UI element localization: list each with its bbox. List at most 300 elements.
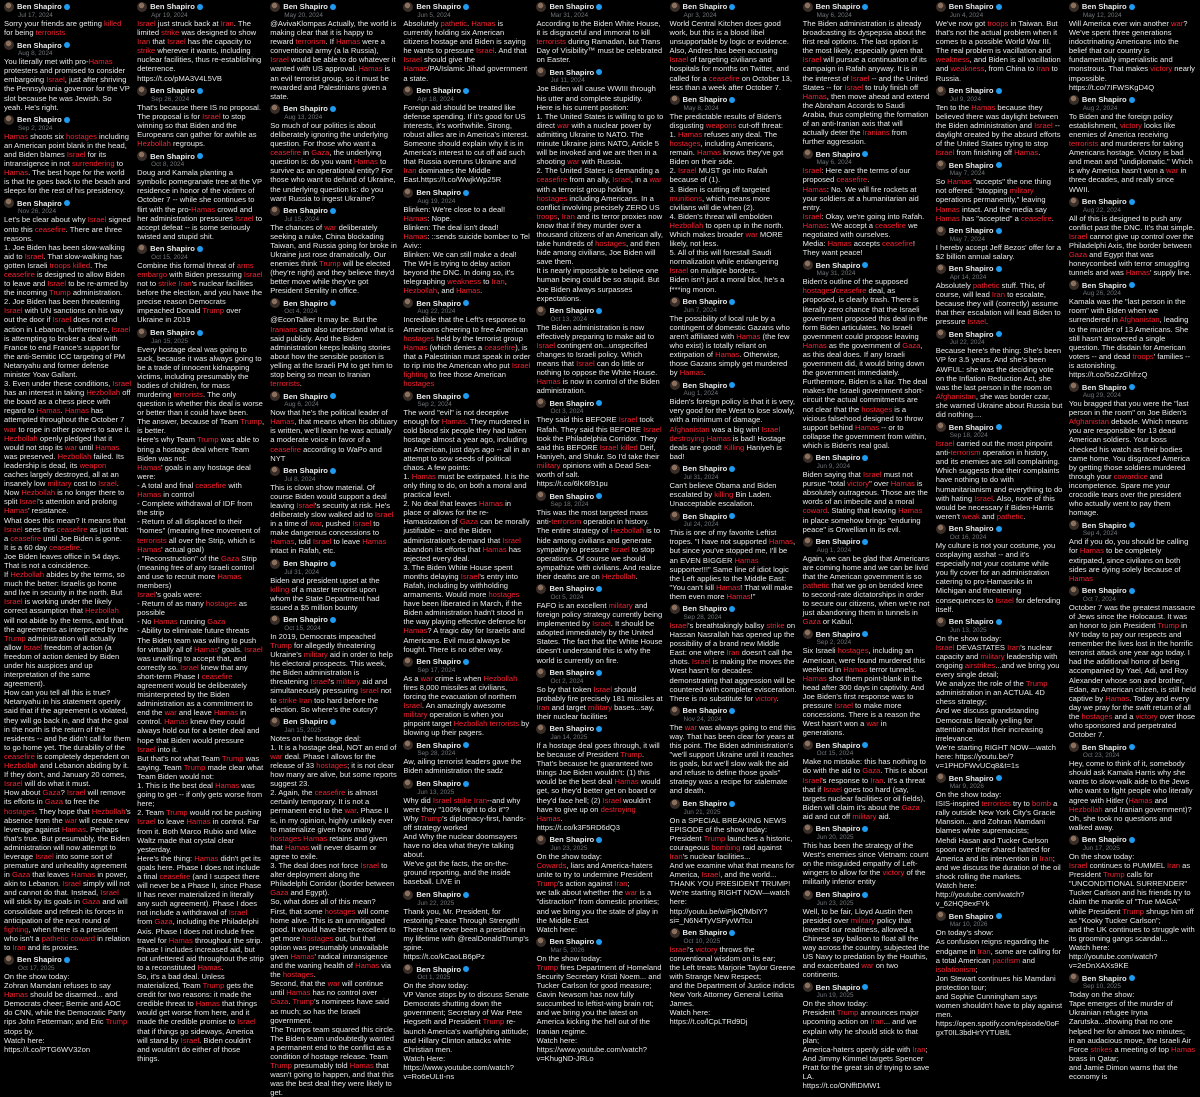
post[interactable] [936, 263, 1063, 326]
avatar[interactable] [270, 559, 280, 569]
post-date[interactable]: Oct 15, 2024 [151, 253, 188, 261]
author-name[interactable]: Ben Shapiro [416, 657, 462, 667]
author-name[interactable]: Ben Shapiro [948, 422, 994, 432]
post-date[interactable]: Jun 20, 2025 [816, 834, 854, 842]
post-date[interactable]: Jan 14, 2025 [550, 734, 588, 741]
post[interactable] [4, 954, 131, 1054]
post-date[interactable]: Jun 22, 2025 [417, 899, 455, 907]
post[interactable] [670, 94, 797, 294]
author-name[interactable]: Ben Shapiro [815, 537, 861, 547]
author-name[interactable]: Ben Shapiro [549, 2, 595, 12]
post-date[interactable]: Jul 11, 2024 [550, 77, 585, 85]
author-name[interactable]: Ben Shapiro [1081, 95, 1127, 105]
post[interactable] [4, 114, 131, 196]
author-name[interactable]: Ben Shapiro [682, 95, 728, 105]
feed-column[interactable] [135, 0, 266, 1063]
avatar[interactable] [4, 115, 14, 125]
post-date[interactable]: Jun 23, 2025 [816, 899, 854, 907]
post-date[interactable]: Oct 17, 2025 [18, 965, 55, 972]
post-date[interactable]: Oct 23, 2024 [1082, 752, 1120, 760]
post-date[interactable]: Sep 17, 2024 [417, 666, 456, 674]
post[interactable] [936, 85, 1063, 158]
avatar[interactable] [1069, 973, 1079, 983]
post-date[interactable]: May 6, 2024 [816, 12, 852, 19]
author-name[interactable]: Ben Shapiro [682, 799, 728, 809]
author-name[interactable]: Ben Shapiro [283, 298, 328, 308]
post-date[interactable]: Aug 6, 2024 [284, 401, 319, 409]
author-name[interactable]: Ben Shapiro [948, 773, 994, 783]
avatar[interactable] [803, 149, 813, 159]
author-name[interactable]: Ben Shapiro [815, 740, 861, 750]
author-name[interactable]: Ben Shapiro [17, 115, 62, 125]
author-name[interactable]: Ben Shapiro [549, 835, 595, 845]
post[interactable] [803, 981, 930, 1090]
post[interactable] [536, 667, 663, 721]
post[interactable] [270, 465, 397, 556]
avatar[interactable] [270, 104, 280, 114]
avatar[interactable] [137, 328, 147, 338]
avatar[interactable] [670, 297, 680, 307]
feed-column[interactable] [2, 0, 133, 1054]
author-name[interactable]: Ben Shapiro [416, 964, 462, 974]
author-name[interactable]: Ben Shapiro [815, 260, 861, 270]
post-date[interactable]: Oct 16, 2024 [949, 533, 987, 541]
post-date[interactable]: Sep 26, 2024 [151, 95, 190, 103]
post[interactable] [936, 328, 1063, 419]
author-name[interactable]: Ben Shapiro [416, 2, 462, 12]
author-name[interactable]: Ben Shapiro [948, 617, 994, 627]
post-date[interactable]: Sep 18, 2024 [949, 432, 988, 440]
avatar[interactable] [803, 740, 813, 750]
avatar[interactable] [536, 668, 546, 678]
author-name[interactable]: Ben Shapiro [150, 244, 195, 254]
author-name[interactable]: Ben Shapiro [682, 706, 728, 716]
author-name[interactable]: Ben Shapiro [416, 889, 462, 899]
avatar[interactable] [803, 629, 813, 639]
avatar[interactable] [803, 453, 813, 463]
post[interactable] [1069, 519, 1196, 582]
post[interactable] [1069, 585, 1196, 739]
author-name[interactable]: Ben Shapiro [549, 491, 595, 501]
post[interactable] [4, 1, 131, 37]
post[interactable] [536, 490, 663, 581]
author-name[interactable]: Ben Shapiro [1081, 382, 1127, 392]
avatar[interactable] [803, 2, 813, 12]
post-date[interactable]: Sep 18, 2024 [550, 501, 589, 509]
avatar[interactable] [1069, 382, 1079, 392]
post[interactable] [536, 397, 663, 488]
post[interactable] [137, 150, 264, 241]
post[interactable] [1069, 1, 1196, 92]
post-date[interactable]: Jul 24, 2024 [683, 521, 719, 529]
post[interactable] [803, 1, 930, 146]
post-date[interactable]: Oct 13, 2024 [550, 315, 588, 323]
post[interactable] [803, 148, 930, 257]
post[interactable] [270, 103, 397, 203]
post-date[interactable]: Oct 4, 2024 [284, 308, 318, 316]
author-name[interactable]: Ben Shapiro [1081, 742, 1127, 752]
post[interactable] [536, 305, 663, 396]
avatar[interactable] [803, 537, 813, 547]
post[interactable] [137, 85, 264, 148]
post[interactable] [4, 39, 131, 112]
author-name[interactable]: Ben Shapiro [948, 264, 994, 274]
author-name[interactable]: Ben Shapiro [416, 298, 462, 308]
author-name[interactable]: Ben Shapiro [682, 604, 728, 614]
post[interactable] [270, 716, 397, 1097]
author-name[interactable]: Ben Shapiro [416, 86, 462, 96]
post[interactable] [270, 205, 397, 296]
avatar[interactable] [403, 740, 413, 750]
avatar[interactable] [936, 160, 946, 170]
author-name[interactable]: Ben Shapiro [815, 2, 861, 12]
author-name[interactable]: Ben Shapiro [283, 206, 328, 216]
post-date[interactable]: Nov 24, 2024 [683, 715, 722, 723]
feed-column[interactable] [534, 0, 665, 1063]
post-date[interactable]: Nov 26, 2024 [18, 208, 57, 216]
author-name[interactable]: Ben Shapiro [150, 327, 195, 337]
post[interactable] [803, 452, 930, 534]
author-name[interactable]: Ben Shapiro [283, 104, 328, 114]
post[interactable] [670, 296, 797, 378]
post-date[interactable]: Oct 10, 2025 [683, 937, 721, 945]
post[interactable] [1069, 741, 1196, 832]
avatar[interactable] [670, 799, 680, 809]
avatar[interactable] [403, 2, 413, 12]
feed-column[interactable] [1067, 0, 1198, 1081]
post[interactable] [403, 963, 530, 1081]
avatar[interactable] [4, 198, 14, 208]
author-name[interactable]: Ben Shapiro [549, 398, 595, 408]
post[interactable] [270, 1, 397, 101]
author-name[interactable]: Ben Shapiro [150, 2, 195, 12]
author-name[interactable]: Ben Shapiro [1081, 2, 1127, 12]
post[interactable] [270, 614, 397, 714]
avatar[interactable] [403, 188, 413, 198]
post-date[interactable]: Sep 2, 2024 [417, 401, 452, 409]
post-date[interactable]: Jul 8, 2024 [284, 475, 316, 483]
post[interactable] [536, 1, 663, 64]
avatar[interactable] [536, 2, 546, 12]
avatar[interactable] [403, 964, 413, 974]
post-date[interactable]: Oct 5, 2024 [550, 593, 584, 601]
post[interactable] [137, 1, 264, 83]
avatar[interactable] [670, 380, 680, 390]
feed-column[interactable] [401, 0, 532, 1081]
author-name[interactable]: Ben Shapiro [682, 464, 728, 474]
avatar[interactable] [403, 86, 413, 96]
avatar[interactable] [936, 422, 946, 432]
author-name[interactable]: Ben Shapiro [682, 928, 728, 938]
author-name[interactable]: Ben Shapiro [948, 524, 994, 534]
author-name[interactable]: Ben Shapiro [1081, 520, 1127, 530]
author-name[interactable]: Ben Shapiro [948, 86, 994, 96]
post-date[interactable]: Jul 9, 2024 [949, 95, 982, 103]
author-name[interactable]: Ben Shapiro [549, 937, 595, 947]
author-name[interactable]: Ben Shapiro [815, 453, 861, 463]
author-name[interactable]: Ben Shapiro [948, 160, 994, 170]
author-name[interactable]: Ben Shapiro [283, 615, 328, 625]
post[interactable] [936, 523, 1063, 614]
avatar[interactable] [4, 2, 14, 12]
post-date[interactable]: May 7, 2024 [949, 170, 985, 178]
post-date[interactable]: Sep 28, 2024 [417, 750, 456, 758]
avatar[interactable] [536, 584, 546, 594]
author-name[interactable]: Ben Shapiro [150, 151, 195, 161]
avatar[interactable] [936, 264, 946, 274]
post-date[interactable]: Sep 28, 2024 [683, 613, 722, 621]
author-name[interactable]: Ben Shapiro [815, 982, 861, 992]
post-date[interactable]: May 12, 2024 [1082, 12, 1122, 19]
post-date[interactable]: Mar 10, 2026 [949, 921, 988, 929]
avatar[interactable] [803, 982, 813, 992]
post-date[interactable]: Sep 10, 2025 [1082, 983, 1121, 991]
post-date[interactable]: Aug 8, 2024 [18, 50, 53, 58]
post[interactable] [936, 910, 1063, 1037]
avatar[interactable] [403, 657, 413, 667]
avatar[interactable] [536, 67, 546, 77]
author-name[interactable]: Ben Shapiro [17, 955, 62, 965]
avatar[interactable] [936, 617, 946, 627]
post[interactable] [1069, 196, 1196, 278]
post-date[interactable]: Jun 17, 2025 [1082, 844, 1120, 852]
post[interactable] [403, 85, 530, 185]
post[interactable] [403, 778, 530, 887]
post[interactable] [803, 628, 930, 737]
feed-column[interactable] [801, 0, 932, 1091]
post-date[interactable]: May 20, 2024 [284, 12, 323, 19]
avatar[interactable] [936, 226, 946, 236]
post-date[interactable]: Aug 22, 2024 [1082, 206, 1121, 214]
post[interactable] [536, 936, 663, 1063]
avatar[interactable] [270, 2, 280, 12]
post[interactable] [536, 583, 663, 665]
post[interactable] [137, 243, 264, 325]
post-date[interactable]: Oct 7, 2024 [1082, 595, 1116, 603]
avatar[interactable] [270, 466, 280, 476]
avatar[interactable] [536, 491, 546, 501]
author-name[interactable]: Ben Shapiro [283, 466, 328, 476]
post[interactable] [670, 798, 797, 925]
post[interactable] [536, 66, 663, 302]
post-date[interactable]: Jun 21, 2025 [683, 808, 721, 816]
post-date[interactable]: Mar 5, 2026 [550, 946, 585, 954]
post-date[interactable]: Aug 29, 2024 [1082, 392, 1121, 400]
avatar[interactable] [670, 604, 680, 614]
avatar[interactable] [536, 835, 546, 845]
post-date[interactable]: Oct 1, 2025 [417, 974, 451, 982]
avatar[interactable] [137, 151, 147, 161]
post-date[interactable]: May 7, 2024 [949, 235, 985, 243]
author-name[interactable]: Ben Shapiro [283, 717, 328, 727]
post-date[interactable]: Apr 14, 2024 [949, 273, 987, 281]
post[interactable] [803, 739, 930, 821]
avatar[interactable] [803, 260, 813, 270]
post-date[interactable]: Aug 19, 2024 [417, 197, 456, 205]
post[interactable] [670, 603, 797, 703]
author-name[interactable]: Ben Shapiro [1081, 973, 1127, 983]
post-date[interactable]: Apr 19, 2024 [151, 12, 188, 19]
post-date[interactable]: May 6, 2024 [816, 159, 852, 167]
author-name[interactable]: Ben Shapiro [948, 2, 994, 12]
post[interactable] [403, 1, 530, 83]
post[interactable] [670, 379, 797, 461]
feed-column[interactable] [268, 0, 399, 1097]
post-date[interactable]: Sep 2, 2024 [18, 124, 53, 132]
post-date[interactable]: Jun 4, 2024 [949, 12, 984, 19]
avatar[interactable] [536, 306, 546, 316]
avatar[interactable] [1069, 95, 1079, 105]
post-date[interactable]: Jul 31, 2024 [683, 473, 719, 481]
author-name[interactable]: Ben Shapiro [283, 2, 328, 12]
avatar[interactable] [670, 706, 680, 716]
post-date[interactable]: Sep 2, 2024 [816, 639, 852, 647]
avatar[interactable] [1069, 2, 1079, 12]
avatar[interactable] [670, 928, 680, 938]
post-date[interactable]: Jul 31, 2024 [284, 568, 320, 576]
post[interactable] [536, 723, 663, 832]
post-date[interactable]: May 8, 2024 [683, 104, 719, 112]
avatar[interactable] [270, 298, 280, 308]
post[interactable] [1069, 834, 1196, 970]
post[interactable] [1069, 972, 1196, 1081]
author-name[interactable]: Ben Shapiro [682, 2, 728, 12]
avatar[interactable] [1069, 586, 1079, 596]
avatar[interactable] [936, 329, 946, 339]
post[interactable] [4, 197, 131, 952]
avatar[interactable] [536, 937, 546, 947]
post-date[interactable]: Jun 9, 2024 [816, 463, 851, 471]
avatar[interactable] [403, 298, 413, 308]
avatar[interactable] [137, 86, 147, 96]
avatar[interactable] [536, 398, 546, 408]
post-date[interactable]: Oct 15, 2024 [284, 624, 321, 632]
post[interactable] [803, 259, 930, 450]
avatar[interactable] [137, 244, 147, 254]
author-name[interactable]: Ben Shapiro [549, 67, 595, 77]
author-name[interactable]: Ben Shapiro [1081, 197, 1127, 207]
avatar[interactable] [270, 206, 280, 216]
post-date[interactable]: Aug 22, 2024 [417, 308, 456, 316]
post[interactable] [270, 390, 397, 463]
avatar[interactable] [403, 779, 413, 789]
post-date[interactable]: Jun 5, 2024 [417, 12, 451, 19]
post[interactable] [936, 1, 1063, 83]
avatar[interactable] [936, 911, 946, 921]
post[interactable] [936, 616, 1063, 770]
post-date[interactable]: Jul 15, 2024 [284, 215, 320, 223]
avatar[interactable] [4, 955, 14, 965]
author-name[interactable]: Ben Shapiro [682, 380, 728, 390]
post-date[interactable]: Jun 13, 2025 [949, 626, 987, 634]
post-date[interactable]: Jul 17, 2024 [18, 12, 53, 19]
post[interactable] [803, 823, 930, 886]
post[interactable] [270, 558, 397, 612]
author-name[interactable]: Ben Shapiro [815, 629, 861, 639]
avatar[interactable] [1069, 742, 1079, 752]
avatar[interactable] [536, 724, 546, 734]
post-date[interactable]: Jun 13, 2025 [417, 788, 455, 796]
author-name[interactable]: Ben Shapiro [1081, 586, 1127, 596]
post-date[interactable]: Jun 19, 2025 [816, 992, 854, 1000]
author-name[interactable]: Ben Shapiro [549, 584, 595, 594]
post[interactable] [1069, 94, 1196, 194]
post-date[interactable]: Aug 1, 2024 [683, 390, 719, 398]
post-date[interactable]: May 31, 2024 [816, 270, 856, 278]
avatar[interactable] [403, 890, 413, 900]
avatar[interactable] [670, 2, 680, 12]
author-name[interactable]: Ben Shapiro [17, 198, 62, 208]
post[interactable] [403, 739, 530, 775]
post-date[interactable]: Oct 2, 2024 [550, 677, 584, 685]
avatar[interactable] [1069, 197, 1079, 207]
author-name[interactable]: Ben Shapiro [17, 2, 62, 12]
post[interactable] [403, 656, 530, 738]
post[interactable] [803, 536, 930, 627]
avatar[interactable] [137, 2, 147, 12]
avatar[interactable] [670, 511, 680, 521]
author-name[interactable]: Ben Shapiro [948, 226, 994, 236]
author-name[interactable]: Ben Shapiro [815, 149, 861, 159]
post-date[interactable]: Oct 3, 2024 [550, 408, 584, 416]
post[interactable] [1069, 381, 1196, 517]
avatar[interactable] [403, 391, 413, 401]
avatar[interactable] [4, 40, 14, 50]
post-date[interactable]: Mar 31, 2024 [550, 12, 589, 19]
author-name[interactable]: Ben Shapiro [682, 511, 728, 521]
post[interactable] [670, 463, 797, 508]
post-date[interactable]: Oct 8, 2024 [151, 161, 185, 169]
post[interactable] [1069, 279, 1196, 379]
post-date[interactable]: Jun 23, 2025 [550, 844, 588, 852]
post-date[interactable]: Aug 13, 2024 [284, 113, 323, 121]
author-name[interactable]: Ben Shapiro [549, 668, 595, 678]
avatar[interactable] [670, 464, 680, 474]
post[interactable] [936, 421, 1063, 521]
author-name[interactable]: Ben Shapiro [150, 86, 195, 96]
avatar[interactable] [270, 391, 280, 401]
post-date[interactable]: Jul 22, 2024 [949, 339, 985, 347]
post[interactable] [670, 705, 797, 796]
avatar[interactable] [1069, 520, 1079, 530]
avatar[interactable] [803, 890, 813, 900]
author-name[interactable]: Ben Shapiro [549, 306, 595, 316]
post[interactable] [670, 1, 797, 92]
post[interactable] [670, 927, 797, 1027]
post[interactable] [137, 327, 264, 1063]
avatar[interactable] [803, 824, 813, 834]
post-date[interactable]: Jun 7, 2024 [683, 306, 717, 314]
author-name[interactable]: Ben Shapiro [283, 558, 328, 568]
post-date[interactable]: Aug 26, 2024 [1082, 290, 1121, 298]
post[interactable] [936, 159, 1063, 222]
post[interactable] [536, 834, 663, 934]
post[interactable] [403, 187, 530, 296]
avatar[interactable] [936, 524, 946, 534]
avatar[interactable] [1069, 280, 1079, 290]
author-name[interactable]: Ben Shapiro [416, 740, 462, 750]
author-name[interactable]: Ben Shapiro [815, 824, 861, 834]
post[interactable] [403, 297, 530, 388]
post[interactable] [270, 297, 397, 388]
avatar[interactable] [936, 773, 946, 783]
feed-column[interactable] [934, 0, 1065, 1038]
post[interactable] [936, 225, 1063, 261]
post-date[interactable]: Mar 9, 2026 [949, 783, 984, 791]
post-date[interactable]: Apr 18, 2024 [417, 95, 454, 103]
author-name[interactable]: Ben Shapiro [1081, 835, 1127, 845]
post[interactable] [803, 889, 930, 980]
